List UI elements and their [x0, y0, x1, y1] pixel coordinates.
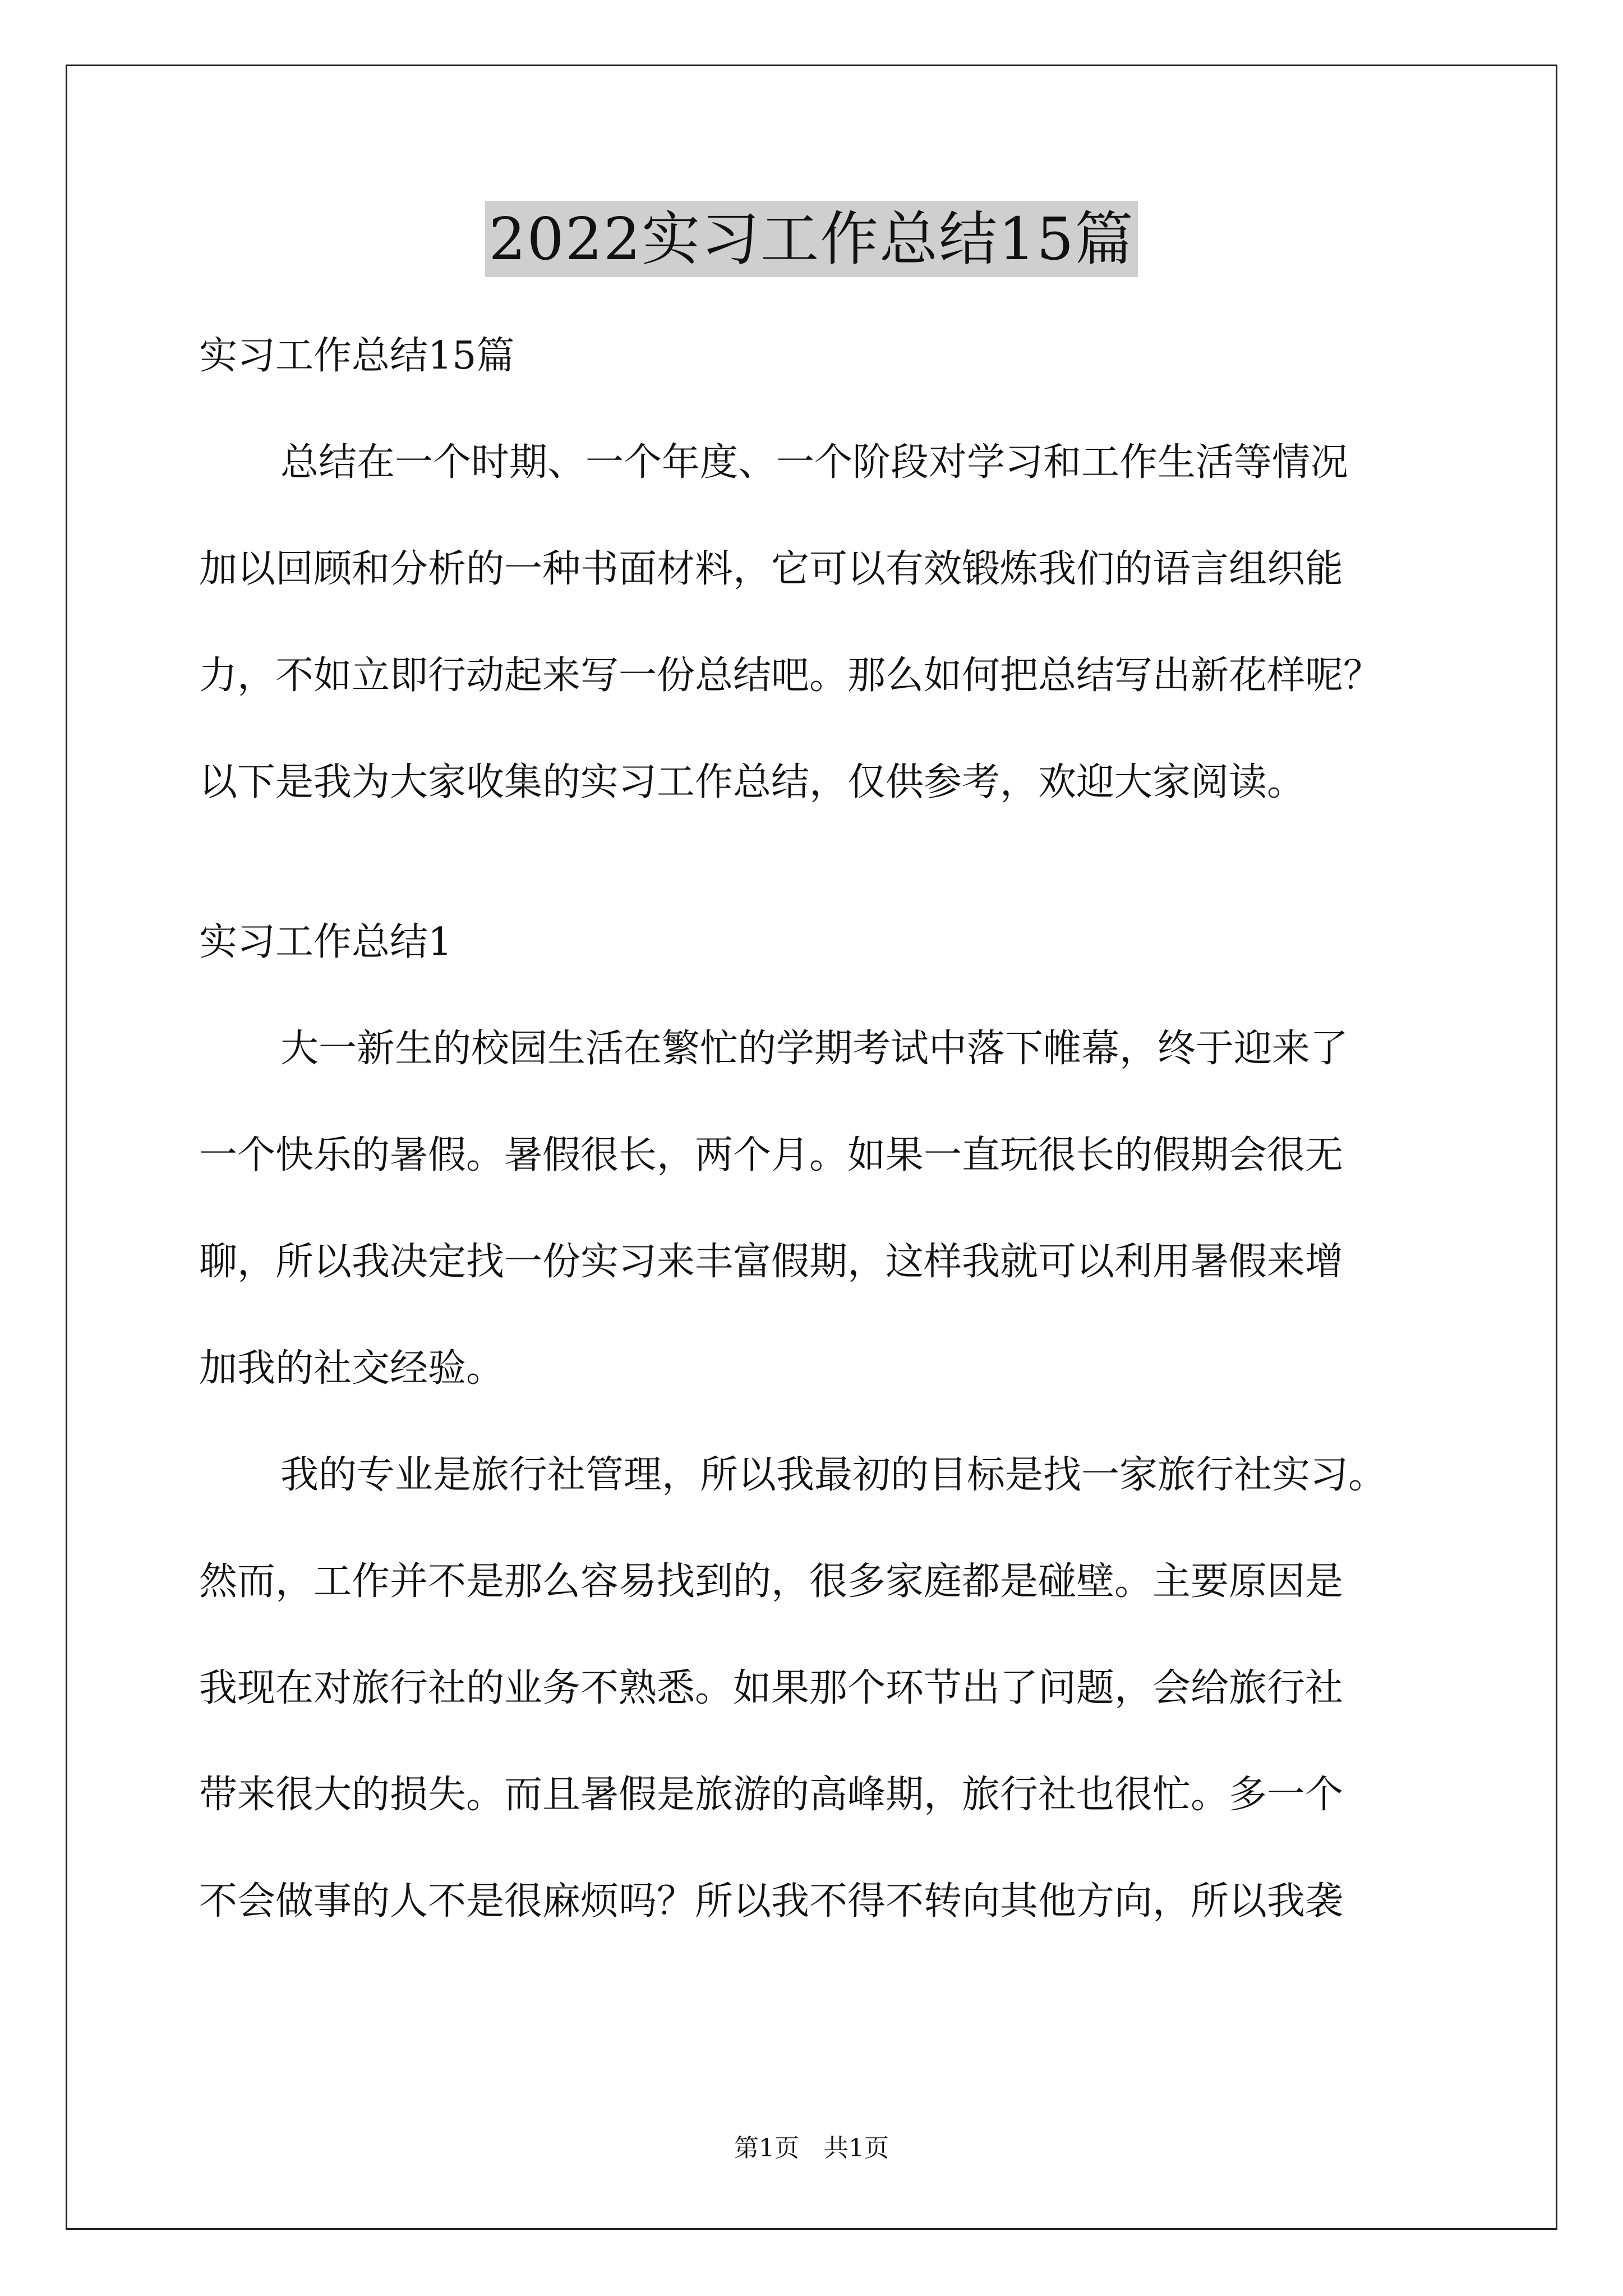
paragraph-line: 然而，工作并不是那么容易找到的，很多家庭都是碰壁。主要原因是: [199, 1559, 1344, 1604]
paragraph-line: 加我的社交经验。: [199, 1346, 505, 1391]
paragraph-line: 大一新生的校园生活在繁忙的学期考试中落下帷幕，终于迎来了: [280, 1027, 1349, 1071]
document-body: [199, 303, 1430, 1955]
paragraph-line: 带来很大的损失。而且暑假是旅游的高峰期，旅行社也很忙。多一个: [199, 1773, 1344, 1817]
paragraph-line: 我现在对旅行社的业务不熟悉。如果那个环节出了问题，会给旅行社: [199, 1666, 1344, 1710]
paragraph-line: 总结在一个时期、一个年度、一个阶段对学习和工作生活等情况: [280, 440, 1349, 485]
section-heading: 实习工作总结1: [199, 920, 453, 964]
subtitle-line: 实习工作总结15篇: [199, 334, 515, 378]
paragraph-line: 聊，所以我决定找一份实习来丰富假期，这样我就可以利用暑假来增: [199, 1240, 1344, 1284]
paragraph-line: 一个快乐的暑假。暑假很长，两个月。如果一直玩很长的假期会很无: [199, 1133, 1344, 1177]
title-block: [0, 201, 1623, 277]
page-footer: 第1页 共1页: [734, 2134, 889, 2162]
section-gap: [199, 836, 1430, 889]
paragraph-line: 以下是我为大家收集的实习工作总结，仅供参考，欢迎大家阅读。: [199, 760, 1306, 804]
document-title: 2022实习工作总结15篇: [485, 201, 1137, 277]
paragraph-line: 力，不如立即行动起来写一份总结吧。那么如何把总结写出新花样呢？: [199, 654, 1382, 698]
paragraph-line: 加以回顾和分析的一种书面材料，它可以有效锻炼我们的语言组织能: [199, 547, 1344, 591]
paragraph-line: 不会做事的人不是很麻烦吗？所以我不得不转向其他方向，所以我袭: [199, 1879, 1344, 1924]
paragraph-line: 我的专业是旅行社管理，所以我最初的目标是找一家旅行社实习。: [280, 1453, 1387, 1497]
